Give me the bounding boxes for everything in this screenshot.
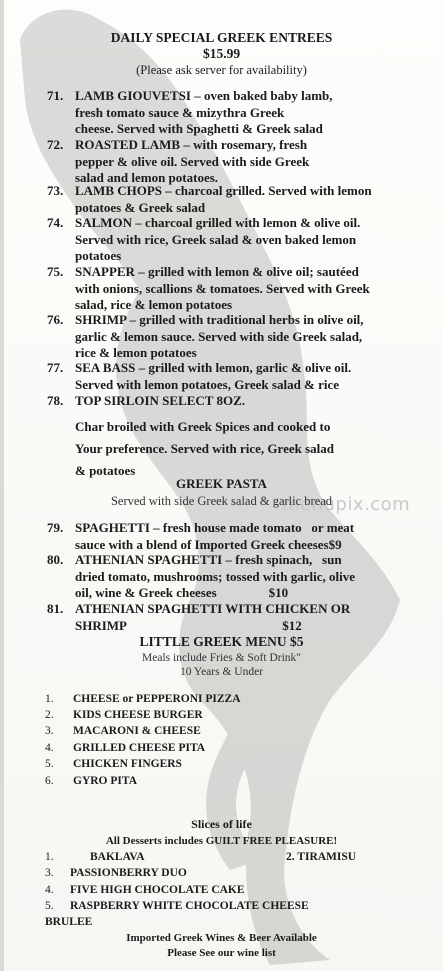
wine-note: Imported Greek Wines & Beer Available [126, 932, 317, 944]
dessert-item: RASPBERRY WHITE CHOCOLATE CHEESE [70, 900, 309, 912]
item-number: 5. [45, 900, 54, 912]
desserts-title: Slices of life [191, 817, 252, 831]
item-number: 5. [45, 758, 54, 770]
item-line: SNAPPER – grilled with lemon & olive oil; sautéed [75, 264, 359, 279]
item-line: Char broiled with Greek Spices and cooked to [75, 419, 331, 434]
item-line: LAMB CHOPS – charcoal grilled. Served with lemon [75, 183, 372, 198]
item-label: GRILLED CHEESE PITA [73, 742, 206, 754]
item-line: salad and lemon potatoes. [75, 170, 219, 185]
item-line: potatoes & Greek salad [75, 199, 206, 215]
item-label: MACARONI & CHEESE [73, 725, 201, 737]
item-line: LAMB GIOUVETSI – oven baked baby lamb, [75, 88, 333, 103]
dessert-item-continued: BRULEE [45, 916, 93, 928]
item-number: 3. [45, 867, 54, 879]
item-line: Served with rice, Greek salad & oven baked lemon [75, 231, 357, 247]
item-number: 73. [47, 183, 64, 198]
item-line: salad, rice & lemon potatoes [75, 297, 233, 312]
item-line: ATHENIAN SPAGHETTI WITH CHICKEN OR [75, 601, 351, 616]
wine-list-note: Please See our wine list [167, 947, 276, 959]
page-title: DAILY SPECIAL GREEK ENTREES [110, 30, 333, 45]
item-line: potatoes [75, 248, 122, 263]
kids-title: LITTLE GREEK MENU $5 [139, 634, 304, 649]
kids-item [45, 693, 241, 705]
item-line: sauce with a blend of Imported Greek cheeses$9 [75, 536, 342, 552]
desserts-subtitle: All Desserts includes GUILT FREE PLEASURE! [105, 835, 338, 847]
watermark-text: menupix.com [282, 494, 411, 515]
dessert-item: FIVE HIGH CHOCOLATE CAKE [70, 884, 245, 896]
dessert-item: 2. TIRAMISU [286, 851, 357, 863]
kids-age-note: 10 Years & Under [179, 666, 264, 678]
item-line: garlic & lemon sauce. Served with side Greek salad, [75, 328, 363, 344]
entree-item [47, 264, 392, 314]
entree-item [47, 393, 392, 410]
pasta-item [47, 520, 392, 553]
item-number: 72. [47, 137, 64, 152]
item-line: & potatoes [75, 463, 136, 478]
item-line: dried tomato, mushrooms; tossed with garlic, olive [75, 568, 355, 584]
item-number: 78. [47, 393, 64, 408]
kids-subtitle: Meals include Fries & Soft Drink" [142, 652, 301, 664]
item-number: 79. [47, 520, 64, 535]
item-line: rice & lemon potatoes [75, 345, 197, 360]
entree-item [47, 215, 392, 265]
item-line: Served with lemon potatoes, Greek salad & rice [75, 376, 340, 392]
kids-item [45, 758, 182, 770]
entree-item [47, 88, 392, 138]
item-number: 2. [45, 709, 54, 721]
pasta-item [47, 601, 392, 634]
kids-item [45, 725, 201, 737]
item-line: Your preference. Served with rice, Greek salad [75, 441, 334, 456]
item-line: SEA BASS – grilled with lemon, garlic & olive oil. [75, 360, 352, 375]
dessert-item: PASSIONBERRY DUO [70, 867, 187, 879]
item-line: with onions, scallions & tomatoes. Served with Greek [75, 280, 370, 296]
item-number: 76. [47, 312, 64, 327]
item-line: ROASTED LAMB – with rosemary, fresh [75, 137, 308, 152]
pasta-subtitle: Served with side Greek salad & garlic bread [110, 494, 333, 508]
item-line: SHRIMP $12 [75, 617, 302, 633]
item-number: 80. [47, 552, 64, 567]
item-number: 74. [47, 215, 64, 230]
availability-note: (Please ask server for availability) [136, 63, 307, 77]
item-line: pepper & olive oil. Served with side Greek [75, 153, 310, 169]
item-number: 4. [45, 884, 54, 896]
kids-item [45, 775, 137, 787]
item-line: ATHENIAN SPAGHETTI – fresh spinach, sun [75, 552, 342, 567]
item-line: SALMON – charcoal grilled with lemon & olive oil. [75, 215, 361, 230]
item-number: 71. [47, 88, 64, 103]
item-label: CHEESE or PEPPERONI PIZZA [73, 693, 241, 705]
special-price: $15.99 [202, 46, 241, 61]
item-number: 75. [47, 264, 64, 279]
item-line: SPAGHETTI – fresh house made tomato or meat [75, 520, 355, 535]
item-heading: TOP SIRLOIN SELECT 8OZ. [75, 393, 246, 408]
item-number: 6. [45, 775, 54, 787]
dessert-item: BAKLAVA [90, 851, 145, 863]
item-line: SHRIMP – grilled with traditional herbs in olive oil, [75, 312, 364, 327]
entree-item [47, 183, 392, 216]
item-line: cheese. Served with Spaghetti & Greek salad [75, 121, 323, 136]
kids-item [45, 742, 205, 754]
item-number: 3. [45, 725, 54, 737]
item-line: oil, wine & Greek cheeses $10 [75, 585, 289, 600]
item-line: fresh tomato sauce & mizythra Greek [75, 104, 285, 120]
item-number: 4. [45, 742, 54, 754]
item-label: KIDS CHEESE BURGER [73, 709, 203, 721]
item-number: 81. [47, 601, 64, 616]
entree-item [47, 360, 392, 393]
kids-item [45, 709, 203, 721]
item-number: 1. [45, 693, 54, 705]
entree-description [47, 416, 392, 482]
pasta-title: GREEK PASTA [176, 476, 267, 491]
item-label: GYRO PITA [73, 775, 137, 787]
entree-item [47, 312, 392, 362]
item-number: 1. [45, 851, 54, 863]
pasta-item [47, 552, 392, 602]
item-label: CHICKEN FINGERS [73, 758, 182, 770]
entree-item [47, 137, 392, 187]
item-number: 77. [47, 360, 64, 375]
